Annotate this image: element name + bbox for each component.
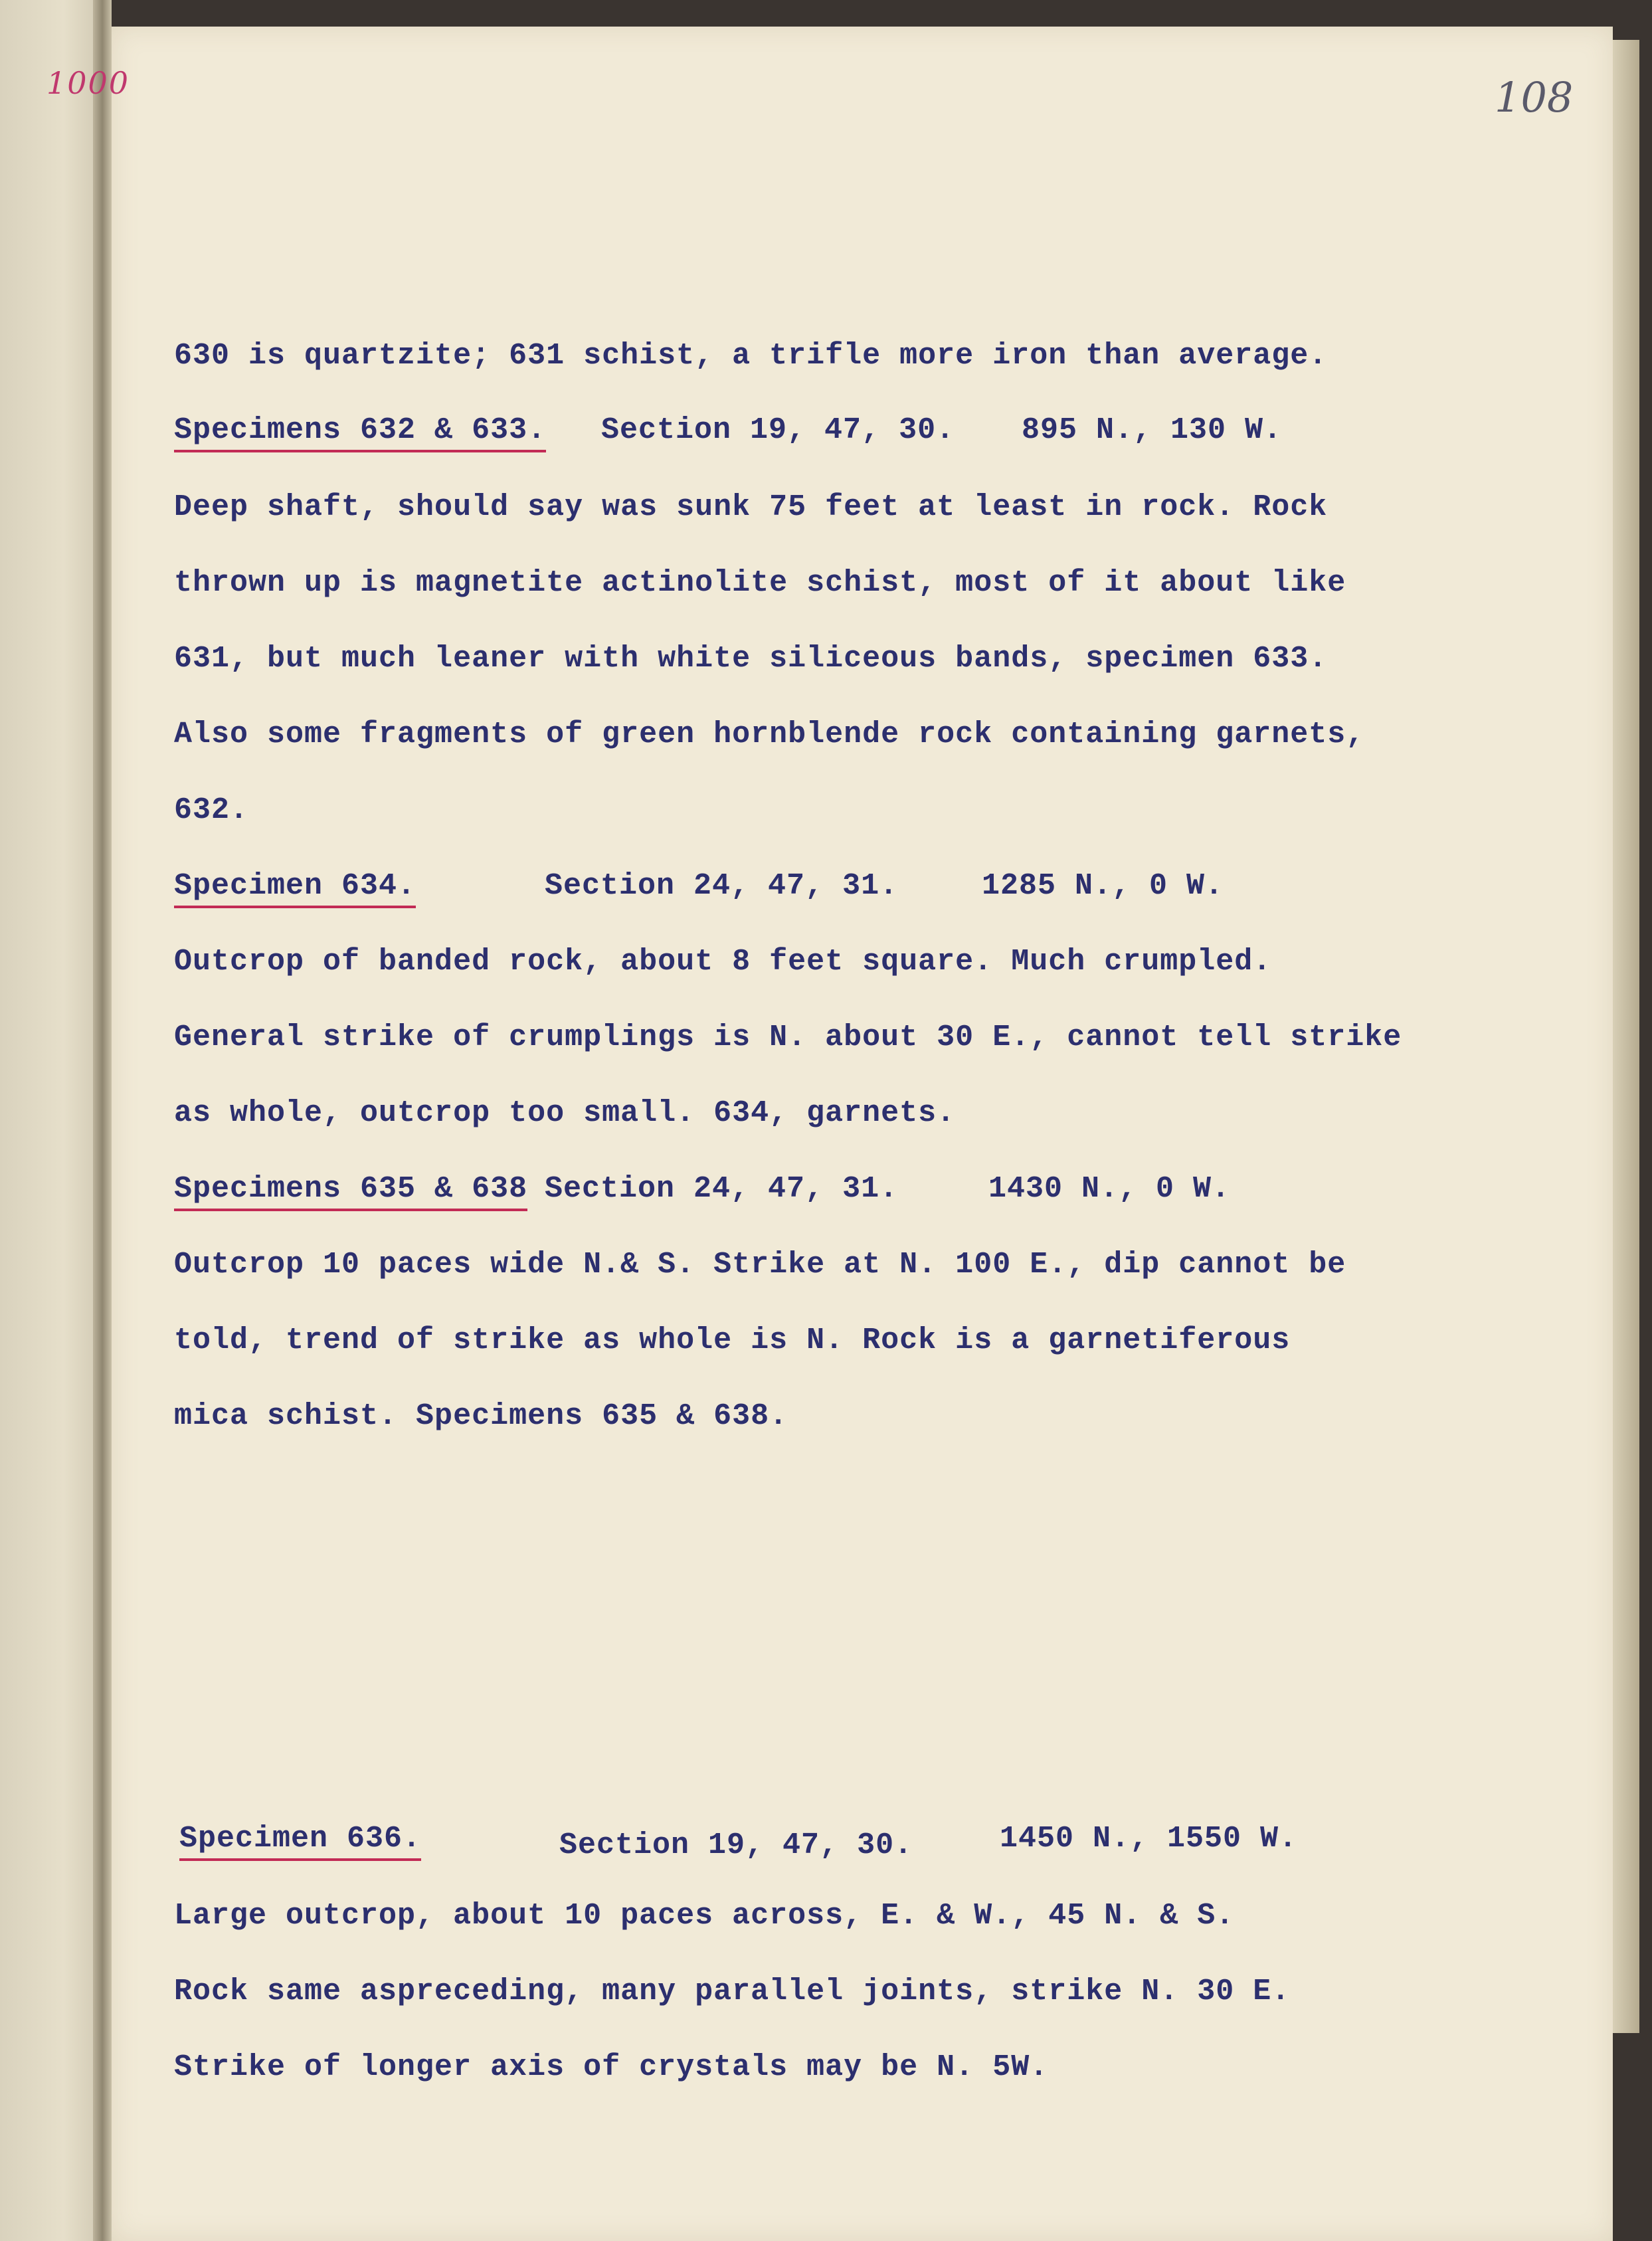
section-coordinates: 1450 N., 1550 W.	[1000, 1822, 1298, 1856]
section-location: Section 19, 47, 30.	[559, 1828, 913, 1862]
text-line: Outcrop 10 paces wide N.& S. Strike at N. 100 E., dip cannot be	[174, 1248, 1346, 1282]
specimen-label: Specimens 635 & 638	[174, 1172, 527, 1211]
section-location: Section 19, 47, 30.	[601, 413, 955, 447]
left-page-edge	[0, 0, 106, 2241]
text-line: 630 is quartzite; 631 schist, a trifle more iron than average.	[174, 339, 1328, 373]
page-number: 108	[1495, 73, 1574, 122]
text-line: Strike of longer axis of crystals may be N. 5W.	[174, 2050, 1049, 2084]
text-line: thrown up is magnetite actinolite schist, most of it about like	[174, 566, 1346, 600]
text-line: mica schist. Specimens 635 & 638.	[174, 1399, 788, 1433]
section-coordinates: 1285 N., 0 W.	[982, 869, 1224, 903]
text-line: Rock same aspreceding, many parallel joints, strike N. 30 E.	[174, 1975, 1291, 2008]
text-line: Deep shaft, should say was sunk 75 feet at least in rock. Rock	[174, 490, 1328, 524]
section-location: Section 24, 47, 31.	[545, 1172, 899, 1206]
text-line: General strike of crumplings is N. about 30 E., cannot tell strike	[174, 1021, 1402, 1054]
page-stack-edge	[1613, 40, 1639, 2033]
text-line: told, trend of strike as whole is N. Rock is a garnetiferous	[174, 1323, 1291, 1357]
specimen-label: Specimen 634.	[174, 869, 416, 908]
text-line: Also some fragments of green hornblende rock containing garnets,	[174, 718, 1365, 751]
book-spine	[93, 0, 112, 2241]
margin-note: 1000	[46, 65, 130, 101]
text-line: as whole, outcrop too small. 634, garnets.	[174, 1096, 956, 1130]
text-line: Outcrop of banded rock, about 8 feet square. Much crumpled.	[174, 945, 1272, 979]
section-coordinates: 895 N., 130 W.	[1022, 413, 1283, 447]
specimen-label: Specimens 632 & 633.	[174, 413, 546, 452]
text-line: 631, but much leaner with white siliceous bands, specimen 633.	[174, 642, 1328, 676]
text-line: Large outcrop, about 10 paces across, E. & W., 45 N. & S.	[174, 1899, 1235, 1933]
text-line: 632.	[174, 793, 249, 827]
section-coordinates: 1430 N., 0 W.	[988, 1172, 1231, 1206]
specimen-label: Specimen 636.	[179, 1822, 421, 1861]
section-location: Section 24, 47, 31.	[545, 869, 899, 903]
